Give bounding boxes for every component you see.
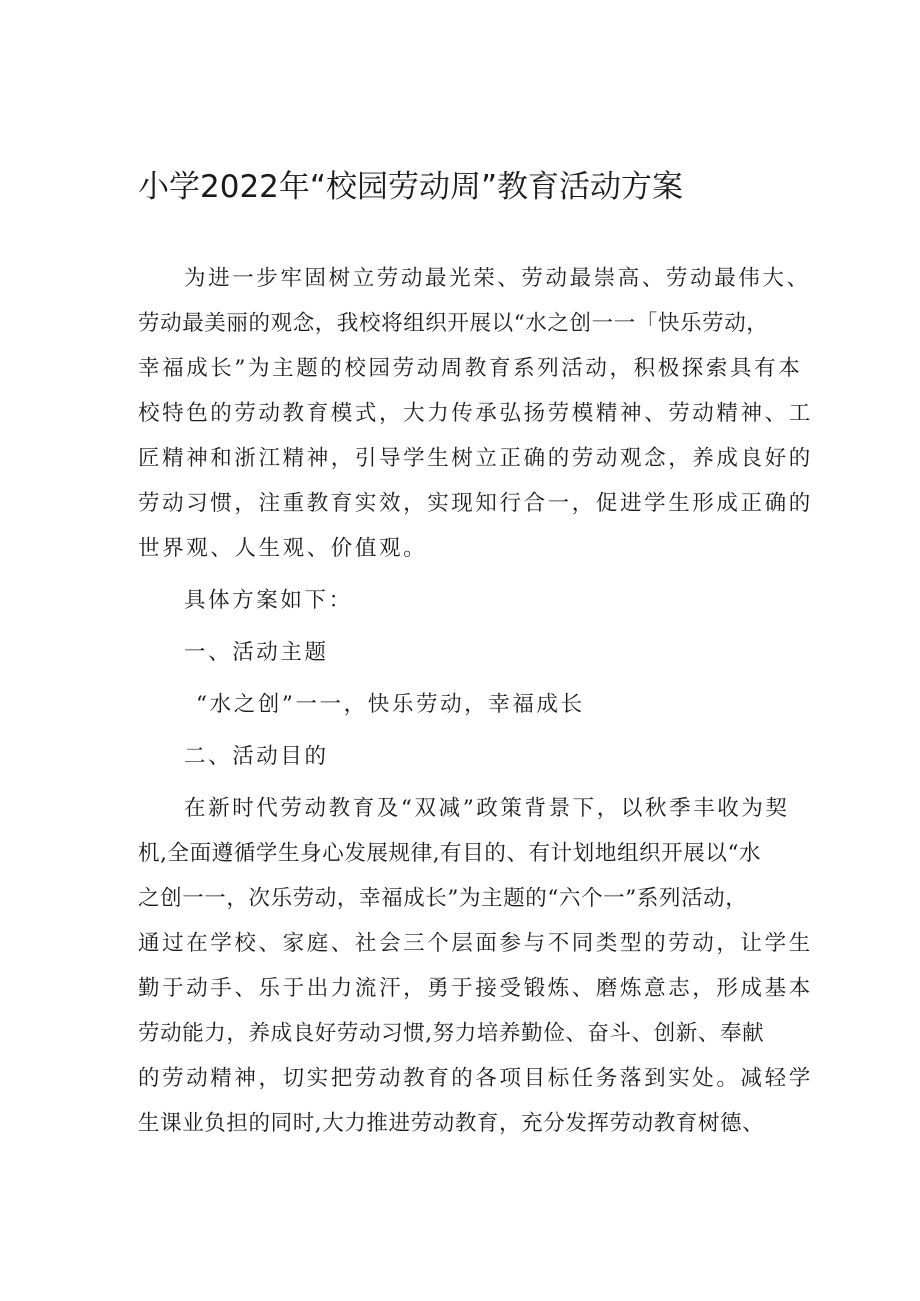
purpose-line-3: 之创一一，次乐劳动，幸福成长”为主题的“六个一”系列活动， bbox=[138, 886, 748, 911]
purpose-paragraph bbox=[138, 786, 813, 1146]
intro-line-7: 世界观、人生观、价值观。 bbox=[138, 536, 428, 561]
purpose-line-1: 在新时代劳动教育及“双减”政策背景下，以秋季丰收为契 bbox=[184, 796, 790, 821]
section-1-heading: 一、活动主题 bbox=[184, 640, 329, 665]
section-2-heading: 二、活动目的 bbox=[184, 744, 329, 769]
purpose-line-8: 生课业负担的同时,大力推进劳动教育，充分发挥劳动教育树德、 bbox=[138, 1111, 765, 1136]
purpose-line-2: 机,全面遵循学生身心发展规律,有目的、有计划地组织开展以“水 bbox=[138, 841, 762, 866]
intro-line-4: 校特色的劳动教育模式，大力传承弘扬劳模精神、劳动精神、工 bbox=[138, 401, 813, 426]
intro-paragraph bbox=[138, 256, 813, 571]
document-title: 小学2022年“校园劳动周”教育活动方案 bbox=[138, 169, 684, 205]
purpose-line-4: 通过在学校、家庭、社会三个层面参与不同类型的劳动，让学生 bbox=[138, 931, 813, 956]
purpose-line-6: 劳动能力，养成良好劳动习惯,努力培养勤俭、奋斗、创新、奉献 bbox=[138, 1021, 765, 1046]
plan-intro: 具体方案如下： bbox=[184, 588, 353, 613]
intro-line-1: 为进一步牢固树立劳动最光荣、劳动最崇高、劳动最伟大、 bbox=[184, 266, 811, 291]
document-body bbox=[138, 256, 813, 1146]
intro-line-5: 匠精神和浙江精神，引导学生树立正确的劳动观念，养成良好的 bbox=[138, 446, 813, 471]
intro-line-2: 劳动最美丽的观念，我校将组织开展以“水之创一一「快乐劳动， bbox=[138, 311, 769, 336]
purpose-line-5: 勤于动手、乐于出力流汗，勇于接受锻炼、磨炼意志，形成基本 bbox=[138, 976, 813, 1001]
section-1-theme: “水之创”一一，快乐劳动，幸福成长 bbox=[196, 692, 585, 717]
intro-line-3: 幸福成长”为主题的校园劳动周教育系列活动，积极探索具有本 bbox=[138, 356, 803, 381]
purpose-line-7: 的劳动精神，切实把劳动教育的各项目标任务落到实处。减轻学 bbox=[138, 1066, 813, 1091]
intro-line-6: 劳动习惯，注重教育实效，实现知行合一，促进学生形成正确的 bbox=[138, 491, 813, 516]
